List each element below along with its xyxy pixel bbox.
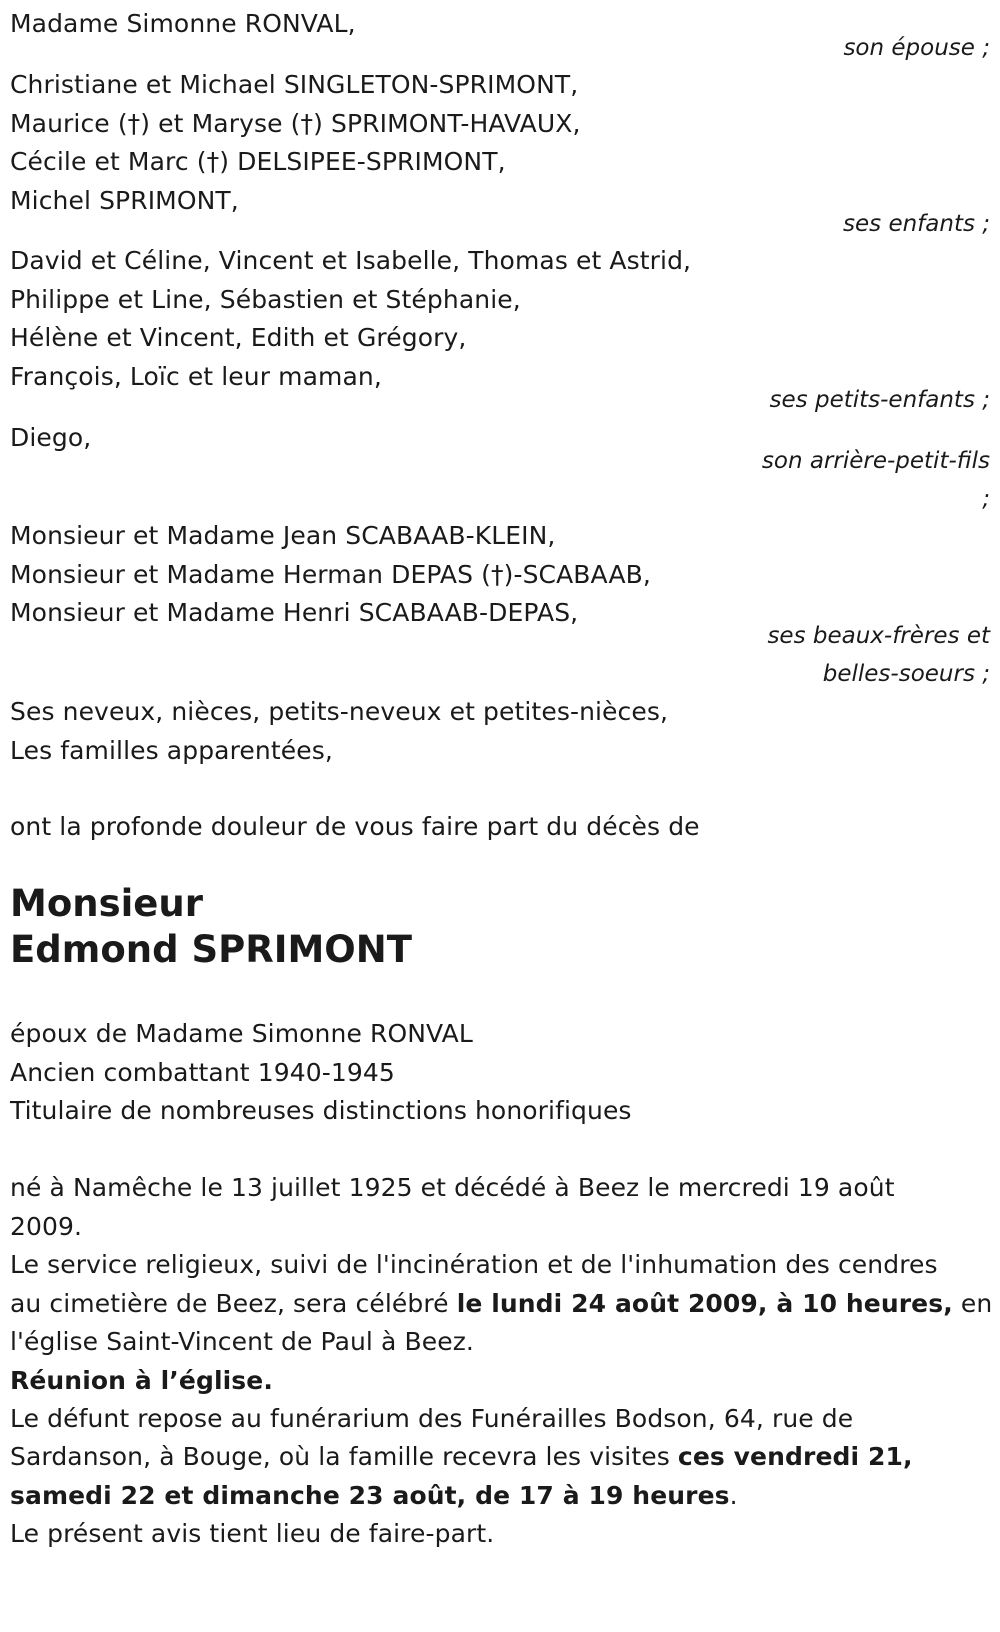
grandchildren-role: ses petits-enfants ; <box>769 387 990 413</box>
deceased-title: Monsieur <box>10 882 203 925</box>
closing-note: Le présent avis tient lieu de faire-part. <box>10 1519 495 1548</box>
grandchild-line: François, Loïc et leur maman, <box>10 362 382 391</box>
child-line: Cécile et Marc (†) DELSIPEE-SPRIMONT, <box>10 147 506 176</box>
great-grandchild-role: son arrière-petit-fils <box>761 448 990 474</box>
child-line: Christiane et Michael SINGLETON-SPRIMONT, <box>10 70 579 99</box>
grandchild-line: Hélène et Vincent, Edith et Grégory, <box>10 323 467 352</box>
service-date-line <box>10 1284 992 1324</box>
announcement: ont la profonde douleur de vous faire part du décès de <box>10 812 700 841</box>
relatives-line: Ses neveux, nièces, petits-neveux et petites-nièces, <box>10 697 669 726</box>
in-law-line: Monsieur et Madame Herman DEPAS (†)-SCABAAB, <box>10 560 651 589</box>
visits-date: ces vendredi 21, <box>677 1442 913 1471</box>
great-grandchild-role-end: ; <box>982 486 990 512</box>
detail-line: époux de Madame Simonne RONVAL <box>10 1019 473 1048</box>
spouse-role: son épouse ; <box>843 35 990 61</box>
grandchild-line: Philippe et Line, Sébastien et Stéphanie, <box>10 285 521 314</box>
in-laws-role: ses beaux-frères et <box>767 623 990 649</box>
visits-date-line <box>10 1437 913 1477</box>
in-law-line: Monsieur et Madame Jean SCABAAB-KLEIN, <box>10 521 556 550</box>
meeting-note: Réunion à l’église. <box>10 1366 273 1395</box>
detail-line: Ancien combattant 1940-1945 <box>10 1058 395 1087</box>
service-line: Le service religieux, suivi de l'incinération et de l'inhumation des cendres <box>10 1250 938 1279</box>
spouse-name: Madame Simonne RONVAL, <box>10 9 356 38</box>
visits-line: Le défunt repose au funérarium des Funérailles Bodson, 64, rue de <box>10 1404 854 1433</box>
relatives-line: Les familles apparentées, <box>10 736 333 765</box>
detail-line: Titulaire de nombreuses distinctions honorifiques <box>10 1096 632 1125</box>
visits-period: . <box>729 1481 738 1510</box>
children-role: ses enfants ; <box>843 211 990 237</box>
service-date: le lundi 24 août 2009, à 10 heures, <box>456 1289 953 1318</box>
in-laws-role-end: belles-soeurs ; <box>822 661 990 687</box>
birth-death-year: 2009. <box>10 1212 83 1241</box>
visits-hours: samedi 22 et dimanche 23 août, de 17 à 19 heures <box>10 1481 730 1510</box>
in-law-line: Monsieur et Madame Henri SCABAAB-DEPAS, <box>10 598 579 627</box>
great-grandchild-name: Diego, <box>10 423 92 452</box>
visits-hours-line <box>10 1476 738 1516</box>
service-location: l'église Saint-Vincent de Paul à Beez. <box>10 1327 474 1356</box>
grandchild-line: David et Céline, Vincent et Isabelle, Thomas et Astrid, <box>10 246 692 275</box>
birth-death-line: né à Namêche le 13 juillet 1925 et décédé à Beez le mercredi 19 août <box>10 1173 895 1202</box>
child-line: Maurice (†) et Maryse (†) SPRIMONT-HAVAUX, <box>10 109 581 138</box>
deceased-name: Edmond SPRIMONT <box>10 928 412 971</box>
service-text: au cimetière de Beez, sera célébré <box>10 1289 457 1318</box>
visits-text: Sardanson, à Bouge, où la famille recevra les visites <box>10 1442 678 1471</box>
child-line: Michel SPRIMONT, <box>10 186 239 215</box>
service-text-end: en <box>952 1289 993 1318</box>
